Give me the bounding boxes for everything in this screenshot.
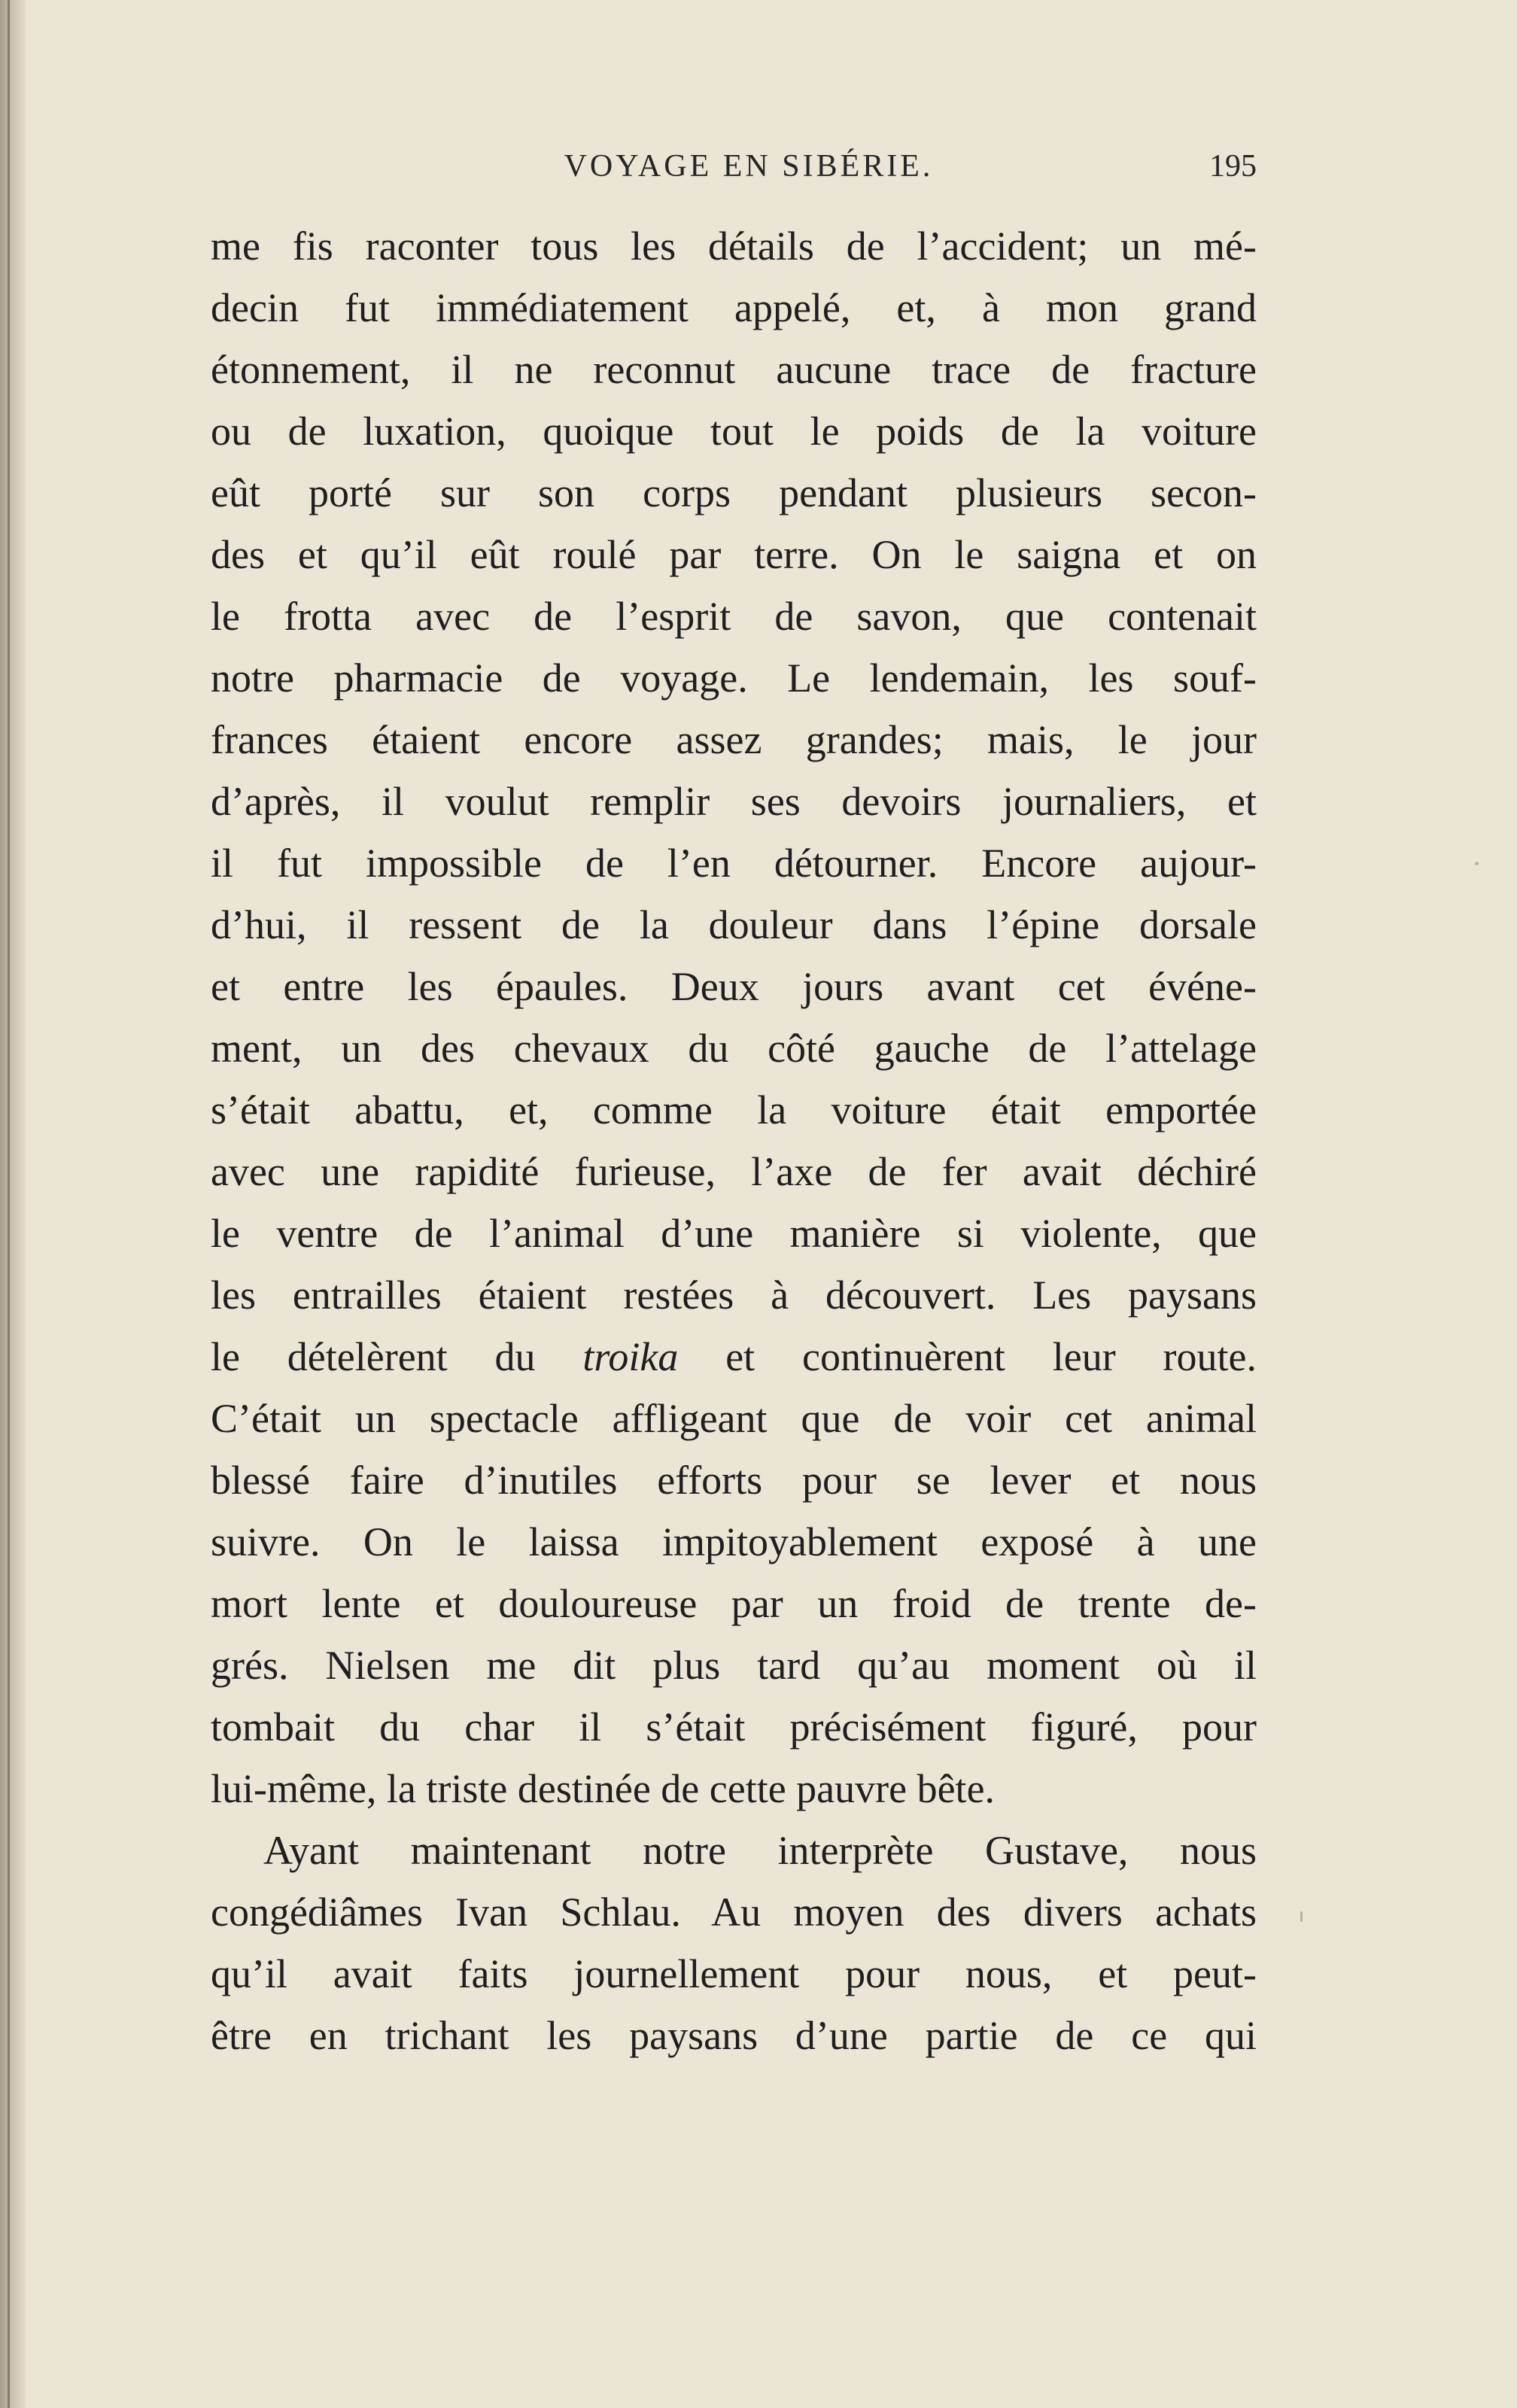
text-line-with-italic bbox=[211, 1326, 1257, 1388]
text-line: me fis raconter tous les détails de l’accident; un mé- bbox=[211, 223, 1257, 269]
text-line: qu’il avait faits journellement pour nous, et peut- bbox=[211, 1951, 1257, 1996]
text-line: étonnement, il ne reconnut aucune trace de fracture bbox=[211, 347, 1257, 392]
text-segment: le dételèrent du bbox=[211, 1334, 536, 1379]
text-line: decin fut immédiatement appelé, et, à mon grand bbox=[211, 285, 1257, 330]
text-line: frances étaient encore assez grandes; mais, le jour bbox=[211, 717, 1257, 762]
text-line: lui-même, la triste destinée de cette pauvre bête. bbox=[211, 1766, 996, 1811]
paper-mark bbox=[1300, 1911, 1303, 1922]
text-line: suivre. On le laissa impitoyablement exposé à une bbox=[211, 1519, 1257, 1564]
text-line: il fut impossible de l’en détourner. Encore aujour- bbox=[211, 841, 1257, 886]
text-line: eût porté sur son corps pendant plusieurs secon- bbox=[211, 470, 1257, 515]
body-text bbox=[211, 215, 1257, 2066]
page-binding-shadow bbox=[8, 0, 10, 2408]
text-line: s’était abattu, et, comme la voiture était emportée bbox=[211, 1087, 1257, 1133]
text-line: avec une rapidité furieuse, l’axe de fer avait déchiré bbox=[211, 1149, 1257, 1194]
text-line: des et qu’il eût roulé par terre. On le saigna et on bbox=[211, 532, 1257, 577]
text-line: C’était un spectacle affligeant que de voir cet animal bbox=[211, 1396, 1257, 1441]
page-header bbox=[211, 141, 1257, 194]
text-line: d’après, il voulut remplir ses devoirs journaliers, et bbox=[211, 779, 1257, 824]
text-line: grés. Nielsen me dit plus tard qu’au moment où il bbox=[211, 1643, 1257, 1688]
text-line: être en trichant les paysans d’une partie de ce qui bbox=[211, 2013, 1257, 2058]
text-line: et entre les épaules. Deux jours avant cet événe- bbox=[211, 964, 1257, 1009]
paper-speck bbox=[1475, 862, 1479, 865]
text-line: mort lente et douloureuse par un froid de trente de- bbox=[211, 1581, 1257, 1626]
text-line: ou de luxation, quoique tout le poids de la voiture bbox=[211, 409, 1257, 454]
italic-word: troika bbox=[582, 1334, 679, 1379]
page-binding-edge bbox=[0, 0, 26, 2408]
page-number: 195 bbox=[1209, 149, 1257, 184]
text-line: le frotta avec de l’esprit de savon, que contenait bbox=[211, 594, 1257, 639]
text-line: congédiâmes Ivan Schlau. Au moyen des divers achats bbox=[211, 1890, 1257, 1935]
text-line: les entrailles étaient restées à découvert. Les paysans bbox=[211, 1272, 1257, 1318]
text-line: blessé faire d’inutiles efforts pour se lever et nous bbox=[211, 1458, 1257, 1503]
text-line: le ventre de l’animal d’une manière si violente, que bbox=[211, 1211, 1257, 1256]
text-line: tombait du char il s’était précisément figuré, pour bbox=[211, 1704, 1257, 1750]
text-line: d’hui, il ressent de la douleur dans l’épine dorsale bbox=[211, 902, 1257, 947]
text-line: notre pharmacie de voyage. Le lendemain, les souf- bbox=[211, 655, 1257, 701]
running-title: VOYAGE EN SIBÉRIE. bbox=[564, 149, 934, 184]
text-segment: et continuèrent leur route. bbox=[725, 1334, 1257, 1379]
text-line: ment, un des chevaux du côté gauche de l’attelage bbox=[211, 1026, 1257, 1071]
paragraph-first-line: Ayant maintenant notre interprète Gustave, nous bbox=[263, 1828, 1257, 1873]
